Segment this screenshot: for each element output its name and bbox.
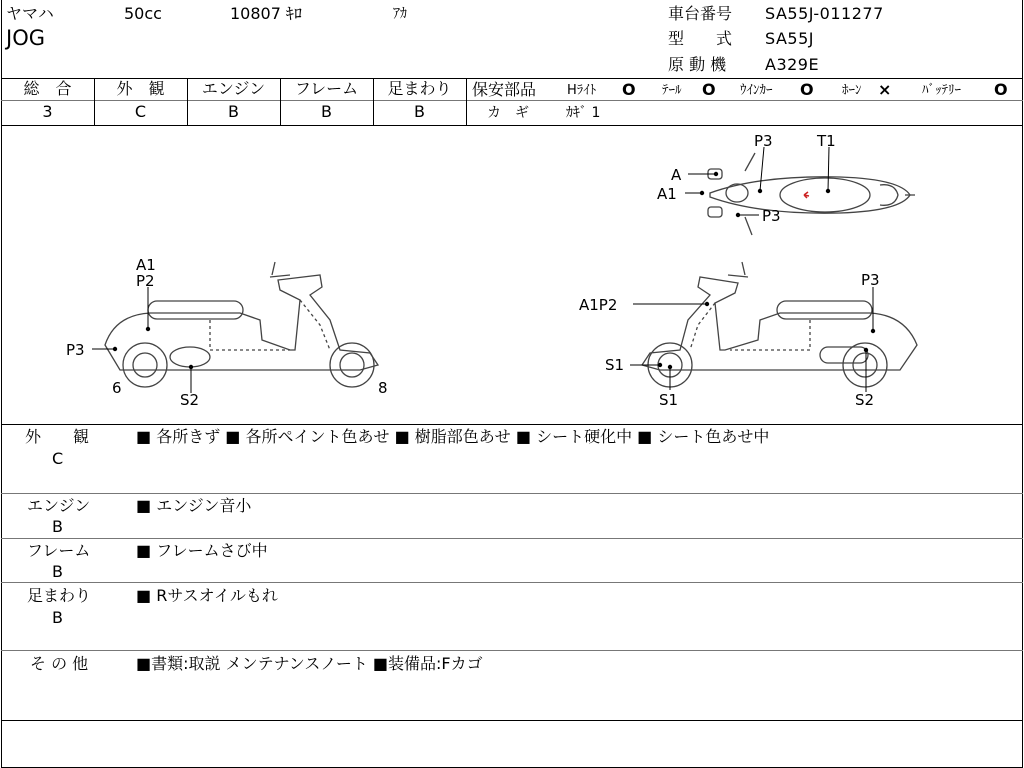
grade-exterior-label: 外 観 (116, 79, 165, 98)
key-value: ｶｷﾞ 1 (566, 105, 601, 121)
label-top-p3a: P3 (754, 132, 773, 150)
notes-bottom (1, 720, 1023, 721)
displacement: 50cc (124, 4, 162, 23)
note-frame-text: ■ フレームさび中 (136, 541, 268, 560)
note-suspension-label: 足まわり (27, 586, 92, 605)
notes-divider (1, 493, 1023, 494)
engine-label: 原 動 機 (668, 55, 727, 74)
maker: ヤマハ (6, 4, 54, 23)
safety-battery-label: ﾊﾞｯﾃﾘｰ (922, 83, 961, 98)
label-left-6: 6 (112, 379, 122, 397)
model-name: JOG (6, 26, 45, 50)
label-left-s2: S2 (180, 391, 200, 409)
note-exterior-label: 外 観 (25, 427, 90, 446)
grade-total-label: 総 合 (23, 79, 72, 98)
key-label: カ ギ (487, 105, 529, 121)
note-frame-grade: B (52, 562, 63, 581)
safety-label: 保安部品 (472, 80, 537, 99)
grade-suspension-label: 足まわり (387, 79, 452, 98)
note-other-label: そ の 他 (30, 654, 89, 673)
notes-top (1, 424, 1023, 425)
frame-no: SA55J-011277 (765, 4, 884, 23)
grade-total-value: 3 (42, 102, 53, 121)
safety-headlight-label: Hﾗｲﾄ (567, 83, 597, 98)
label-left-8: 8 (378, 379, 388, 397)
damage-mark (804, 192, 809, 198)
safety-horn-label: ﾎｰﾝ (842, 83, 862, 98)
label-left-p3: P3 (66, 341, 85, 359)
label-right-p3: P3 (861, 271, 880, 289)
label-top-p3b: P3 (762, 207, 781, 225)
mileage: 10807 ｷﾛ (230, 4, 302, 23)
label-top-t1: T1 (817, 132, 836, 150)
safety-horn-mark: × (878, 80, 892, 99)
safety-tail-mark: O (702, 80, 716, 99)
label-top-a1: A1 (657, 185, 677, 203)
note-engine-grade: B (52, 517, 63, 536)
notes-divider (1, 582, 1023, 583)
frame-no-label: 車台番号 (668, 4, 733, 23)
safety-winker-mark: O (800, 80, 814, 99)
grade-frame-label: フレーム (294, 79, 359, 98)
label-right-a1p2: A1P2 (579, 296, 618, 314)
note-exterior-text: ■ 各所きず ■ 各所ペイント色あせ ■ 樹脂部色あせ ■ シート硬化中 ■ シート色あせ中 (136, 427, 770, 446)
label-left-p2: P2 (136, 272, 155, 290)
safety-winker-label: ｳｲﾝｶｰ (740, 83, 773, 98)
top-view-scooter (708, 153, 915, 235)
type-value: SA55J (765, 29, 814, 48)
safety-battery-mark: O (994, 80, 1008, 99)
note-other-text: ■書類:取説 メンテナンスノート ■装備品:Fカゴ (136, 654, 483, 673)
grade-engine-label: エンジン (201, 79, 266, 98)
color: ｱｶ (393, 6, 407, 22)
grade-engine-value: B (228, 102, 239, 121)
type-label: 型 式 (668, 29, 733, 48)
engine-value: A329E (765, 55, 820, 74)
label-top-a: A (671, 166, 682, 184)
label-left-a1: A1 (136, 256, 156, 274)
notes-divider (1, 650, 1023, 651)
grade-divider (466, 78, 467, 125)
grade-frame-value: B (321, 102, 332, 121)
grade-table-mid (1, 100, 1023, 101)
note-frame-label: フレーム (27, 541, 91, 560)
note-exterior-grade: C (52, 449, 64, 468)
note-engine-label: エンジン (27, 496, 91, 515)
grade-suspension-value: B (414, 102, 425, 121)
damage-diagram (0, 125, 1024, 425)
label-right-s2: S2 (855, 391, 875, 409)
label-right-s1a: S1 (605, 356, 625, 374)
grade-exterior-value: C (134, 102, 147, 121)
safety-headlight-mark: O (622, 80, 636, 99)
note-engine-text: ■ エンジン音小 (136, 496, 252, 515)
note-suspension-grade: B (52, 608, 63, 627)
notes-divider (1, 538, 1023, 539)
label-right-s1b: S1 (659, 391, 679, 409)
note-suspension-text: ■ Rサスオイルもれ (136, 586, 278, 605)
safety-tail-label: ﾃｰﾙ (662, 83, 682, 98)
